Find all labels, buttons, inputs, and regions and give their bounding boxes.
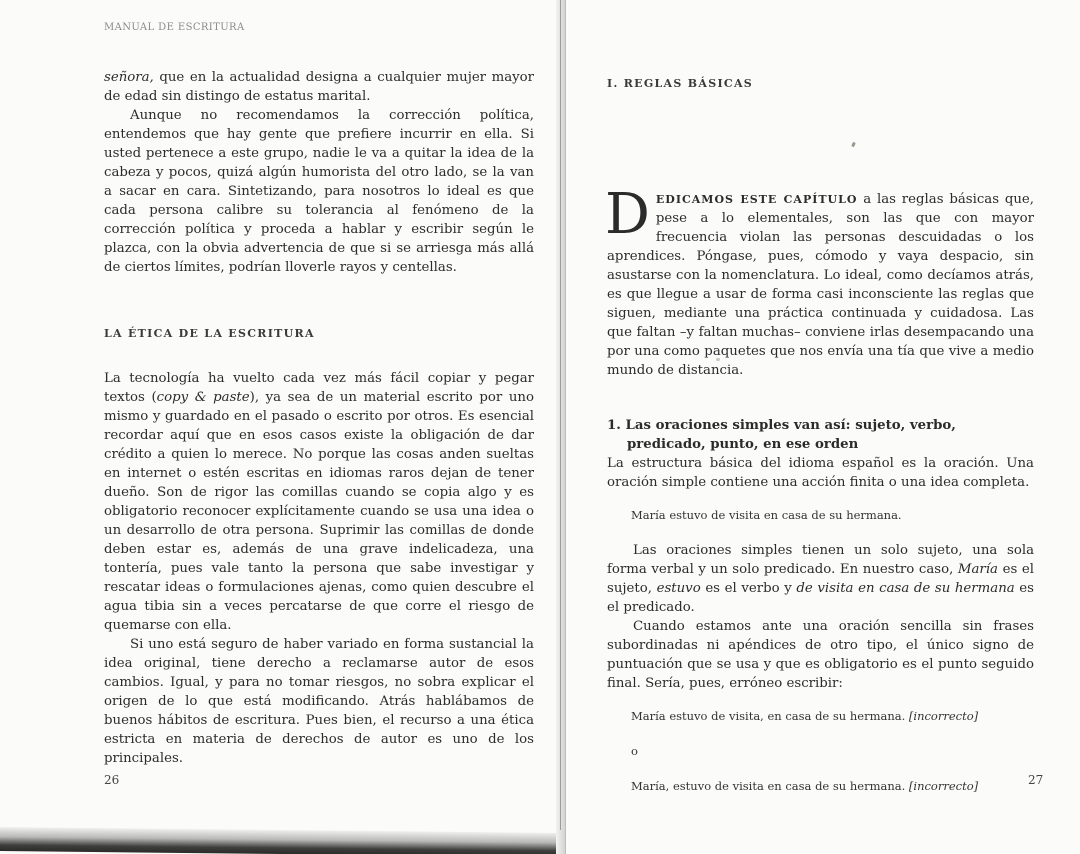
- drop-cap: D: [605, 182, 650, 247]
- paragraph: Si uno está seguro de haber variado en forma sustancial la idea original, tiene derecho a reclamarse autor de esos cambios. Igual, y para no tomar riesgos, no sobra explicar el origen de lo que está modificando. Atrás hablábamos de buenos hábitos de escritura. Pues bien, el recurso a una ética estricta en materia de derechos de autor es uno de los principales.: [104, 637, 534, 766]
- page-edge: [560, 0, 561, 830]
- paragraph: La estructura básica del idioma español es la oración. Una oración simple contiene una acción finita o una idea completa.: [607, 456, 1034, 490]
- rule-heading: 1. Las oraciones simples van así: sujeto, verbo, predicado, punto, en ese orden: [607, 418, 956, 452]
- left-body-text: [104, 68, 534, 768]
- conjunction: o: [631, 744, 638, 758]
- example-sentence: María, estuvo de visita en casa de su hermana. [incorrecto]: [631, 779, 979, 793]
- paragraph: señora, que en la actualidad designa a cualquier mujer mayor de edad sin distingo de estatus marital.: [104, 70, 534, 104]
- page-number: 26: [104, 773, 120, 787]
- example-sentence: María estuvo de visita en casa de su hermana.: [631, 508, 902, 522]
- right-body-text: [607, 74, 1034, 812]
- section-title: LA ÉTICA DE LA ESCRITURA: [104, 327, 315, 340]
- paragraph: La tecnología ha vuelto cada vez más fácil copiar y pegar textos (copy & paste), ya sea de un material escrito por uno mismo y guardado en el pasado o escrito por otros. Es esencial recordar aquí que en esos casos existe la obligación de dar crédito a quien lo merece. No porque las cosas anden sueltas en internet o estén escritas en idiomas raros dejan de tener dueño. Son de rigor las comillas cuando se copia algo y es obligatorio reconocer explícitamente cuando se usa una idea o un desarrollo de otra persona. Suprimir las comillas de donde deben estar es, además de una grave indelicadeza, una tontería, pues vale tanto la persona que sabe investigar y rescatar ideas o formulaciones ajenas, como quien descubre el agua tibia sin a veces percatarse de que corre el riesgo de quemarse con ella.: [104, 371, 534, 633]
- chapter-title: I. REGLAS BÁSICAS: [607, 77, 754, 90]
- paragraph: Cuando estamos ante una oración sencilla sin frases subordinadas ni apéndices de otro tipo, el único signo de puntuación que se usa y que es obligatorio es el punto seguido final. Sería, pues, erróneo escribir:: [607, 619, 1034, 691]
- page-number: 27: [1028, 773, 1044, 787]
- page-edge-shadow: [0, 827, 565, 854]
- intro-paragraph: DEDICAMOS ESTE CAPÍTULO a las reglas básicas que, pese a lo elementales, son las que con mayor frecuencia violan las personas descuidadas o los aprendices. Póngase, pues, cómodo y vaya despacio, sin asustarse con la nomenclatura. Lo ideal, como decíamos atrás, es que llegue a usar de forma casi inconsciente las reglas que siguen, mediante una práctica continuada y cuidadosa. Las que faltan –y faltan muchas– conviene irlas desempacando una por una como paquetes que nos envía una tía que vive a medio mundo de distancia.: [605, 182, 1034, 378]
- paragraph: Las oraciones simples tienen un solo sujeto, una sola forma verbal y un solo predicado. En nuestro caso, María es el sujeto, estuvo es el verbo y de visita en casa de su hermana es el predicado.: [607, 543, 1034, 615]
- paragraph: Aunque no recomendamos la corrección política, entendemos que hay gente que prefiere incurrir en ella. Si usted pertenece a este grupo, nadie le va a quitar la idea de la cabeza y pocos, quizá algún humorista del otro lado, se la van a sacar en cara. Sintetizando, para nosotros lo ideal es que cada persona calibre su tolerancia al fenómeno de la corrección política y proceda a hablar y escribir según le plazca, con la obvia advertencia de que si se arriesga más allá de ciertos límites, podrían lloverle rayos y centellas.: [104, 108, 534, 275]
- example-sentence: María estuvo de visita, en casa de su hermana. [incorrecto]: [631, 709, 979, 723]
- running-head: MANUAL DE ESCRITURA: [104, 22, 245, 33]
